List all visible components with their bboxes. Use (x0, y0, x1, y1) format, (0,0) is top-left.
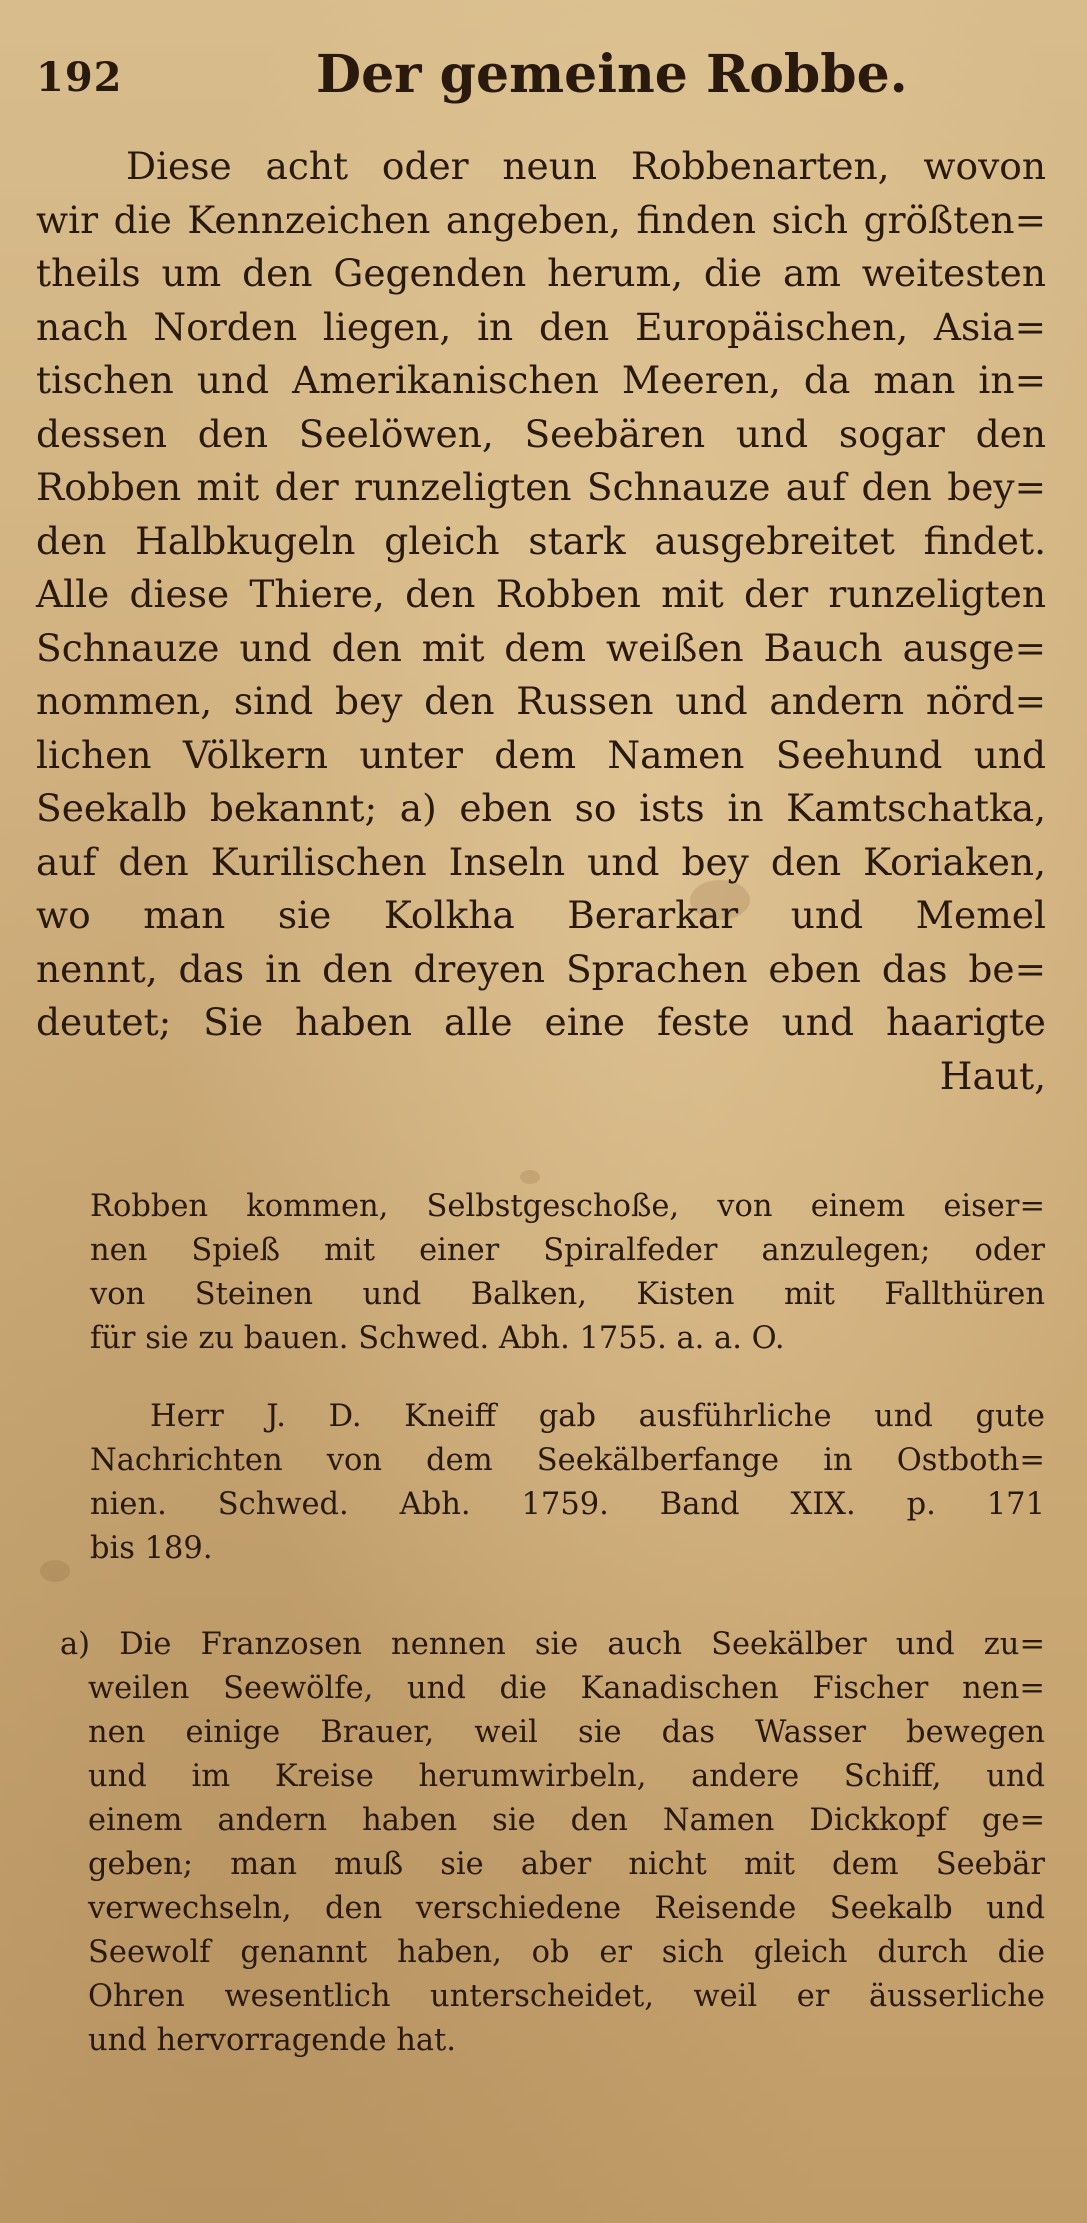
text-line: nennt, das in den dreyen Sprachen eben das be= (36, 946, 1046, 991)
text-line: auf den Kurilischen Inseln und bey den Koriaken, (36, 839, 1046, 884)
text-line: wir die Kennzeichen angeben, finden sich größten= (36, 197, 1046, 242)
text-line: lichen Völkern unter dem Namen Seehund und (36, 732, 1046, 777)
footnote-line: einem andern haben sie den Namen Dickkopf ge= (88, 1803, 1045, 1838)
text-line: nach Norden liegen, in den Europäischen, Asia= (36, 304, 1046, 349)
text-line: Alle diese Thiere, den Robben mit der runzeligten (36, 572, 1046, 616)
paper-stain (520, 1170, 540, 1184)
footnote-line: geben; man muß sie aber nicht mit dem Seebär (88, 1847, 1045, 1882)
text-line: nommen, sind bey den Russen und andern nörd= (36, 679, 1046, 723)
footnote-continued (90, 1185, 1045, 1361)
footnote-line: Robben kommen, Selbstgeschoße, von einem eiser= (90, 1189, 1045, 1224)
text-line: tischen und Amerikanischen Meeren, da man in= (36, 358, 1046, 402)
footnote-line: nen Spieß mit einer Spiralfeder anzulegen; oder (90, 1233, 1045, 1268)
footnote-line: weilen Seewölfe, und die Kanadischen Fischer nen= (88, 1671, 1045, 1706)
text-line: Schnauze und den mit dem weißen Bauch ausge= (36, 625, 1046, 670)
text-line: den Halbkugeln gleich stark ausgebreitet findet. (36, 518, 1046, 563)
footnote-line: nien. Schwed. Abh. 1759. Band XIX. p. 171 (90, 1487, 1045, 1522)
catchword: Haut, (939, 1053, 1046, 1098)
footnote-line: für sie zu bauen. Schwed. Abh. 1755. a. a. O. (90, 1321, 785, 1356)
footnote-line: Herr J. D. Kneiff gab ausführliche und gute (150, 1399, 1045, 1434)
footnote-line: Nachrichten von dem Seekälberfange in Ostboth= (90, 1443, 1045, 1478)
paper-stain (40, 1560, 70, 1582)
footnote-a (60, 1623, 1045, 2063)
footnote-line: und hervorragende hat. (88, 2023, 456, 2058)
footnote-line: a) Die Franzosen nennen sie auch Seekälber und zu= (60, 1627, 1045, 1662)
footnote-line: nen einige Brauer, weil sie das Wasser bewegen (88, 1715, 1045, 1750)
footnote-line: verwechseln, den verschiedene Reisende Seekalb und (88, 1891, 1045, 1926)
text-line: theils um den Gegenden herum, die am weitesten (36, 251, 1046, 295)
footnote-kneiff (90, 1395, 1045, 1571)
main-text (36, 140, 1046, 1103)
page-number: 192 (36, 54, 123, 101)
footnote-line: bis 189. (90, 1531, 213, 1566)
footnote-line: und im Kreise herumwirbeln, andere Schiff, und (88, 1759, 1045, 1794)
running-title: Der gemeine Robbe. (316, 44, 908, 105)
page-header (36, 40, 1046, 110)
text-line: deutet; Sie haben alle eine feste und haarigte (36, 1000, 1046, 1044)
text-line: Robben mit der runzeligten Schnauze auf den bey= (36, 465, 1046, 509)
text-line: wo man sie Kolkha Berarkar und Memel (36, 893, 1046, 937)
footnote-line: Ohren wesentlich unterscheidet, weil er äusserliche (88, 1979, 1045, 2014)
footnote-line: Seewolf genannt haben, ob er sich gleich durch die (88, 1935, 1045, 1970)
footnote-line: von Steinen und Balken, Kisten mit Fallthüren (90, 1277, 1045, 1312)
text-line: Seekalb bekannt; a) eben so ists in Kamtschatka, (36, 786, 1046, 830)
text-line: dessen den Seelöwen, Seebären und sogar den (36, 411, 1046, 456)
text-line: Diese acht oder neun Robbenarten, wovon (126, 144, 1046, 188)
